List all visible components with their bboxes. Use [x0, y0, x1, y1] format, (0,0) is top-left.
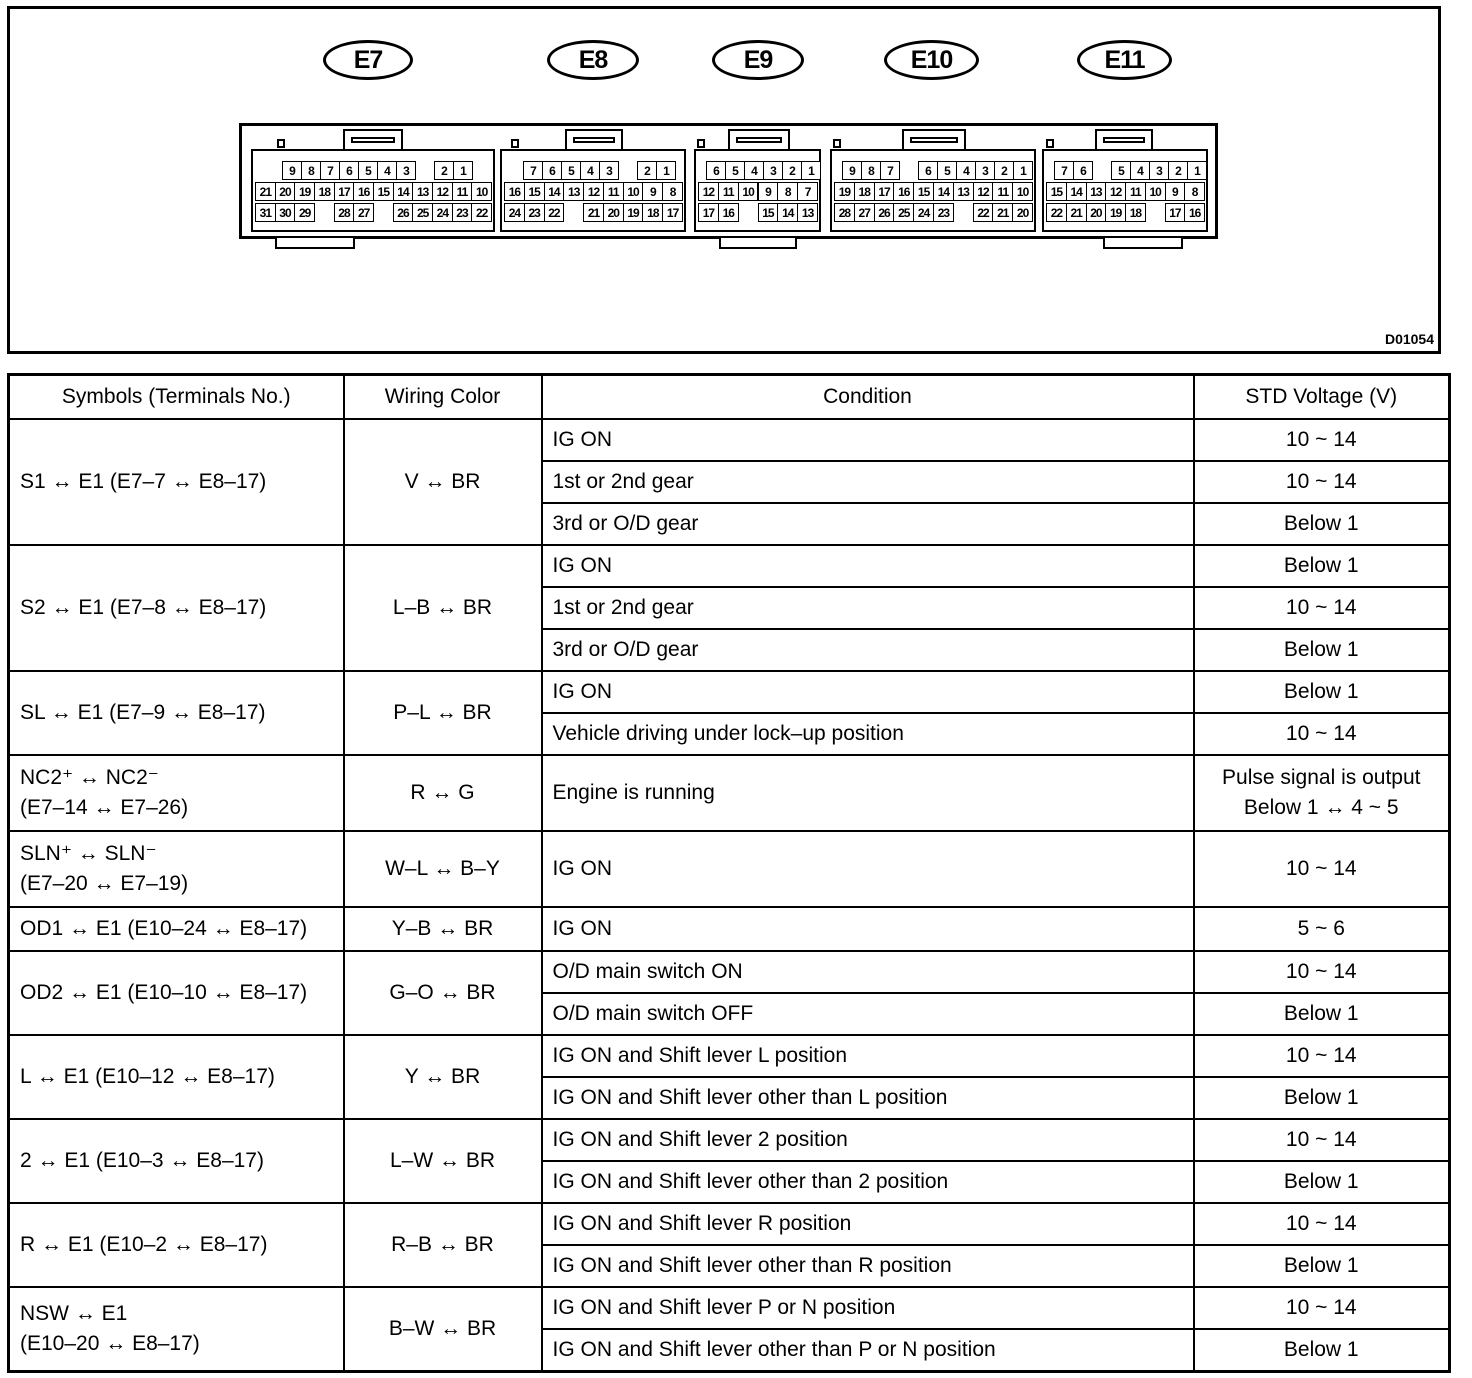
pin-e7-24: 24 — [432, 203, 453, 222]
table-row — [9, 671, 1450, 713]
pin-e10-24: 24 — [913, 203, 934, 222]
symbol-cell — [9, 907, 344, 951]
pin-e7-22: 22 — [471, 203, 492, 222]
pin-e9-6: 6 — [706, 161, 726, 180]
voltage-text: 10 ~ 14 — [1285, 1044, 1357, 1067]
condition-cell: 3rd or O/D gear — [542, 629, 1194, 671]
connector-label-e7: E7 — [323, 40, 413, 80]
pin-e10-18: 18 — [854, 182, 875, 201]
pin-e8-10: 10 — [623, 182, 644, 201]
pin-e9-2: 2 — [782, 161, 802, 180]
condition-cell: IG ON and Shift lever R position — [542, 1203, 1194, 1245]
symbol-cell — [9, 1119, 344, 1203]
std-voltage-cell — [1194, 629, 1450, 671]
std-voltage-cell — [1194, 1161, 1450, 1203]
pin-e9-15: 15 — [758, 203, 779, 222]
voltage-text: Below 1 — [1283, 512, 1359, 535]
pin-e10-15: 15 — [913, 182, 934, 201]
pin-e8-20: 20 — [603, 203, 624, 222]
table-row — [9, 1203, 1450, 1245]
housing-tab-1 — [275, 238, 355, 249]
symbol-text: SLN⁺ ↔ SLN⁻ — [20, 842, 157, 865]
condition-cell: IG ON — [542, 419, 1194, 461]
table-row — [9, 907, 1450, 951]
pin-e7-26: 26 — [393, 203, 414, 222]
voltage-text: Pulse signal is output — [1222, 766, 1421, 789]
housing-tab-2 — [719, 238, 797, 249]
pin-e10-14: 14 — [933, 182, 954, 201]
pin-e8-9: 9 — [642, 182, 663, 201]
std-voltage-cell — [1194, 1245, 1450, 1287]
condition-cell: 1st or 2nd gear — [542, 587, 1194, 629]
pin-e11-13: 13 — [1086, 182, 1107, 201]
condition-cell: IG ON — [542, 907, 1194, 951]
wiring-color-cell: R–B ↔ BR — [344, 1203, 542, 1287]
terminal-voltage-table — [7, 373, 1451, 1373]
pin-e9-10: 10 — [738, 182, 759, 201]
pin-e9-16: 16 — [718, 203, 739, 222]
pin-e9-8: 8 — [777, 182, 798, 201]
table-row — [9, 831, 1450, 907]
std-voltage-cell — [1194, 1329, 1450, 1371]
pin-e9-12: 12 — [698, 182, 719, 201]
pin-e11-11: 11 — [1125, 182, 1146, 201]
table-row — [9, 1119, 1450, 1161]
symbol-text: NC2⁺ ↔ NC2⁻ — [20, 766, 159, 789]
symbol-text: (E7–20 ↔ E7–19) — [20, 872, 189, 895]
symbol-cell — [9, 419, 344, 545]
voltage-text: Below 1 — [1283, 1337, 1359, 1361]
pin-e7-6: 6 — [339, 161, 359, 180]
std-voltage-cell — [1194, 587, 1450, 629]
voltage-text: Below 1 — [1283, 1170, 1359, 1193]
pin-e10-2: 2 — [994, 161, 1014, 180]
voltage-text: Below 1 — [1283, 1002, 1359, 1025]
condition-cell: IG ON — [542, 545, 1194, 587]
pin-e11-22: 22 — [1046, 203, 1067, 222]
voltage-text: 10 ~ 14 — [1285, 1296, 1357, 1319]
std-voltage-cell — [1194, 419, 1450, 461]
condition-cell: IG ON and Shift lever other than 2 position — [542, 1161, 1194, 1203]
pin-e10-8: 8 — [861, 161, 881, 180]
pin-e8-15: 15 — [524, 182, 545, 201]
symbol-cell — [9, 545, 344, 671]
pin-e10-16: 16 — [893, 182, 914, 201]
wiring-color-cell: L–W ↔ BR — [344, 1119, 542, 1203]
std-voltage-cell — [1194, 545, 1450, 587]
pin-e11-18: 18 — [1125, 203, 1146, 222]
pin-e9-11: 11 — [718, 182, 739, 201]
pin-e10-10: 10 — [1012, 182, 1033, 201]
pin-e8-6: 6 — [542, 161, 562, 180]
pin-e10-20: 20 — [1012, 203, 1033, 222]
symbol-cell — [9, 1035, 344, 1119]
condition-cell: IG ON and Shift lever other than L position — [542, 1077, 1194, 1119]
pin-e10-7: 7 — [880, 161, 900, 180]
pin-e10-28: 28 — [834, 203, 855, 222]
pin-e8-18: 18 — [642, 203, 663, 222]
symbol-cell — [9, 831, 344, 907]
pin-e7-25: 25 — [412, 203, 433, 222]
pin-e10-5: 5 — [937, 161, 957, 180]
pin-e8-23: 23 — [524, 203, 545, 222]
wiring-color-cell: V ↔ BR — [344, 419, 542, 545]
pin-e9-13: 13 — [797, 203, 818, 222]
pin-e7-17: 17 — [334, 182, 355, 201]
voltage-text: 5 ~ 6 — [1297, 917, 1345, 940]
diagram-code: D01054 — [1384, 331, 1434, 347]
voltage-text: 10 ~ 14 — [1285, 596, 1357, 619]
pin-e9-17: 17 — [698, 203, 719, 222]
symbol-text: L ↔ E1 (E10–12 ↔ E8–17) — [20, 1065, 275, 1088]
housing-nub-3 — [697, 139, 705, 148]
pin-e7-16: 16 — [353, 182, 374, 201]
pin-e7-20: 20 — [275, 182, 296, 201]
condition-cell: IG ON and Shift lever other than P or N position — [542, 1329, 1194, 1371]
voltage-text: 10 ~ 14 — [1285, 857, 1357, 880]
voltage-text: 10 ~ 14 — [1285, 470, 1357, 493]
pin-e10-27: 27 — [854, 203, 875, 222]
pin-e11-20: 20 — [1086, 203, 1107, 222]
symbol-text: OD1 ↔ E1 (E10–24 ↔ E8–17) — [20, 917, 308, 940]
pin-e9-14: 14 — [777, 203, 798, 222]
housing-tab-3 — [1103, 238, 1183, 249]
pin-e9-7: 7 — [797, 182, 818, 201]
symbol-text: (E7–14 ↔ E7–26) — [20, 796, 189, 819]
header-wiring-color: Wiring Color — [344, 375, 542, 420]
condition-cell: IG ON and Shift lever other than R position — [542, 1245, 1194, 1287]
table-header-row — [9, 375, 1450, 420]
pin-e10-21: 21 — [992, 203, 1013, 222]
condition-cell: Engine is running — [542, 755, 1194, 831]
connector-label-e10: E10 — [884, 40, 979, 80]
condition-cell: 3rd or O/D gear — [542, 503, 1194, 545]
pin-e11-4: 4 — [1130, 161, 1150, 180]
symbol-cell — [9, 1287, 344, 1371]
pin-e7-18: 18 — [314, 182, 335, 201]
std-voltage-cell — [1194, 503, 1450, 545]
pin-e7-15: 15 — [373, 182, 394, 201]
pin-e11-21: 21 — [1066, 203, 1087, 222]
pin-e11-19: 19 — [1105, 203, 1126, 222]
pin-e11-6: 6 — [1073, 161, 1093, 180]
symbol-text: OD2 ↔ E1 (E10–10 ↔ E8–17) — [20, 981, 308, 1004]
pin-e11-14: 14 — [1066, 182, 1087, 201]
pin-e7-4: 4 — [377, 161, 397, 180]
std-voltage-cell — [1194, 671, 1450, 713]
condition-cell: 1st or 2nd gear — [542, 461, 1194, 503]
pin-e7-12: 12 — [432, 182, 453, 201]
pin-e7-8: 8 — [301, 161, 321, 180]
wiring-color-cell: G–O ↔ BR — [344, 951, 542, 1035]
header-symbols: Symbols (Terminals No.) — [9, 375, 344, 420]
symbol-text: S2 ↔ E1 (E7–8 ↔ E8–17) — [20, 596, 267, 619]
wiring-color-cell: P–L ↔ BR — [344, 671, 542, 755]
pin-e11-3: 3 — [1149, 161, 1169, 180]
std-voltage-cell — [1194, 907, 1450, 951]
pin-e10-11: 11 — [992, 182, 1013, 201]
voltage-text: 10 ~ 14 — [1285, 722, 1357, 745]
pin-e9-5: 5 — [725, 161, 745, 180]
wiring-color-cell: B–W ↔ BR — [344, 1287, 542, 1371]
pin-e11-17: 17 — [1165, 203, 1186, 222]
symbol-text: 2 ↔ E1 (E10–3 ↔ E8–17) — [20, 1149, 264, 1172]
voltage-text: Below 1 — [1283, 554, 1359, 577]
table-row — [9, 755, 1450, 831]
wiring-color-cell: Y ↔ BR — [344, 1035, 542, 1119]
pin-e7-9: 9 — [282, 161, 302, 180]
pin-e11-1: 1 — [1187, 161, 1207, 180]
pin-e8-8: 8 — [662, 182, 683, 201]
pin-e8-1: 1 — [656, 161, 676, 180]
condition-cell: IG ON — [542, 831, 1194, 907]
pin-e8-11: 11 — [603, 182, 624, 201]
pin-e8-4: 4 — [580, 161, 600, 180]
symbol-cell — [9, 671, 344, 755]
pin-e7-5: 5 — [358, 161, 378, 180]
symbol-cell — [9, 755, 344, 831]
pin-e10-6: 6 — [918, 161, 938, 180]
condition-cell: O/D main switch ON — [542, 951, 1194, 993]
pin-e9-4: 4 — [744, 161, 764, 180]
std-voltage-cell — [1194, 1119, 1450, 1161]
wiring-color-cell: L–B ↔ BR — [344, 545, 542, 671]
pin-e11-9: 9 — [1165, 182, 1186, 201]
pin-e11-10: 10 — [1145, 182, 1166, 201]
pin-e10-26: 26 — [874, 203, 895, 222]
pin-e10-1: 1 — [1013, 161, 1033, 180]
pin-e9-9: 9 — [758, 182, 779, 201]
pin-e10-22: 22 — [973, 203, 994, 222]
pin-e10-19: 19 — [834, 182, 855, 201]
pin-e11-8: 8 — [1184, 182, 1205, 201]
voltage-text: 10 ~ 14 — [1285, 428, 1357, 451]
std-voltage-cell — [1194, 831, 1450, 907]
pin-e10-23: 23 — [933, 203, 954, 222]
pin-e7-3: 3 — [396, 161, 416, 180]
pin-e10-17: 17 — [874, 182, 895, 201]
connector-label-e8: E8 — [547, 40, 639, 80]
wiring-color-cell: Y–B ↔ BR — [344, 907, 542, 951]
pin-e7-10: 10 — [471, 182, 492, 201]
condition-cell: IG ON — [542, 671, 1194, 713]
pin-e7-19: 19 — [294, 182, 315, 201]
pin-e11-12: 12 — [1105, 182, 1126, 201]
pin-e8-24: 24 — [504, 203, 525, 222]
voltage-text: Below 1 ↔ 4 ~ 5 — [1243, 796, 1399, 819]
std-voltage-cell — [1194, 713, 1450, 755]
pin-e8-22: 22 — [544, 203, 565, 222]
housing-nub-5 — [1046, 139, 1054, 148]
voltage-text: 10 ~ 14 — [1285, 960, 1357, 983]
table-body — [9, 419, 1450, 1371]
condition-cell: Vehicle driving under lock–up position — [542, 713, 1194, 755]
housing-nub-1 — [277, 139, 285, 148]
pin-e8-7: 7 — [523, 161, 543, 180]
voltage-text: 10 ~ 14 — [1285, 1212, 1357, 1235]
pin-e7-30: 30 — [275, 203, 296, 222]
symbol-cell — [9, 1203, 344, 1287]
pin-e7-1: 1 — [453, 161, 473, 180]
wiring-color-cell: W–L ↔ B–Y — [344, 831, 542, 907]
connector-diagram — [7, 6, 1441, 354]
connector-label-e9: E9 — [712, 40, 804, 80]
voltage-text: Below 1 — [1283, 638, 1359, 661]
pin-e8-3: 3 — [599, 161, 619, 180]
pin-e8-21: 21 — [583, 203, 604, 222]
pin-e11-7: 7 — [1054, 161, 1074, 180]
condition-cell: IG ON and Shift lever P or N position — [542, 1287, 1194, 1329]
pin-e11-16: 16 — [1184, 203, 1205, 222]
pin-e7-11: 11 — [452, 182, 473, 201]
voltage-text: Below 1 — [1283, 680, 1359, 703]
pin-e8-16: 16 — [504, 182, 525, 201]
pin-e8-2: 2 — [637, 161, 657, 180]
pin-e10-13: 13 — [953, 182, 974, 201]
pin-e8-17: 17 — [662, 203, 683, 222]
symbol-text: NSW ↔ E1 — [20, 1301, 128, 1325]
std-voltage-cell — [1194, 1203, 1450, 1245]
pin-e9-3: 3 — [763, 161, 783, 180]
header-std-voltage: STD Voltage (V) — [1194, 375, 1450, 420]
pin-e7-21: 21 — [255, 182, 276, 201]
table-row — [9, 951, 1450, 993]
pin-e7-23: 23 — [452, 203, 473, 222]
voltage-text: Below 1 — [1283, 1254, 1359, 1277]
condition-cell: O/D main switch OFF — [542, 993, 1194, 1035]
pin-e7-29: 29 — [294, 203, 315, 222]
pin-e7-27: 27 — [353, 203, 374, 222]
std-voltage-cell — [1194, 1035, 1450, 1077]
voltage-text: Below 1 — [1283, 1086, 1359, 1109]
std-voltage-cell — [1194, 755, 1450, 831]
wiring-color-cell: R ↔ G — [344, 755, 542, 831]
pin-e10-25: 25 — [893, 203, 914, 222]
table-row — [9, 545, 1450, 587]
housing-nub-4 — [833, 139, 841, 148]
table-row — [9, 1035, 1450, 1077]
pin-e8-12: 12 — [583, 182, 604, 201]
pin-e11-15: 15 — [1046, 182, 1067, 201]
std-voltage-cell — [1194, 1077, 1450, 1119]
pin-e11-2: 2 — [1168, 161, 1188, 180]
pin-e7-7: 7 — [320, 161, 340, 180]
condition-cell: IG ON and Shift lever 2 position — [542, 1119, 1194, 1161]
condition-cell: IG ON and Shift lever L position — [542, 1035, 1194, 1077]
header-condition: Condition — [542, 375, 1194, 420]
pin-e8-14: 14 — [544, 182, 565, 201]
symbol-text: SL ↔ E1 (E7–9 ↔ E8–17) — [20, 701, 266, 724]
pin-e10-12: 12 — [973, 182, 994, 201]
pin-e8-5: 5 — [561, 161, 581, 180]
symbol-text: R ↔ E1 (E10–2 ↔ E8–17) — [20, 1233, 268, 1256]
pin-e10-4: 4 — [956, 161, 976, 180]
std-voltage-cell — [1194, 1287, 1450, 1329]
symbol-text: (E10–20 ↔ E8–17) — [20, 1331, 200, 1355]
pin-e7-2: 2 — [434, 161, 454, 180]
pin-e8-13: 13 — [563, 182, 584, 201]
pin-e10-3: 3 — [975, 161, 995, 180]
pin-e7-13: 13 — [412, 182, 433, 201]
pin-e7-28: 28 — [334, 203, 355, 222]
pin-e10-9: 9 — [842, 161, 862, 180]
symbol-text: S1 ↔ E1 (E7–7 ↔ E8–17) — [20, 470, 267, 493]
voltage-text: 10 ~ 14 — [1285, 1128, 1357, 1151]
pin-e7-14: 14 — [393, 182, 414, 201]
connector-label-e11: E11 — [1077, 40, 1172, 80]
std-voltage-cell — [1194, 993, 1450, 1035]
std-voltage-cell — [1194, 951, 1450, 993]
pin-e11-5: 5 — [1111, 161, 1131, 180]
housing-nub-2 — [511, 139, 519, 148]
pin-e8-19: 19 — [623, 203, 644, 222]
symbol-cell — [9, 951, 344, 1035]
std-voltage-cell — [1194, 461, 1450, 503]
table-row — [9, 419, 1450, 461]
table-row — [9, 1287, 1450, 1329]
pin-e9-1: 1 — [801, 161, 821, 180]
pin-e7-31: 31 — [255, 203, 276, 222]
